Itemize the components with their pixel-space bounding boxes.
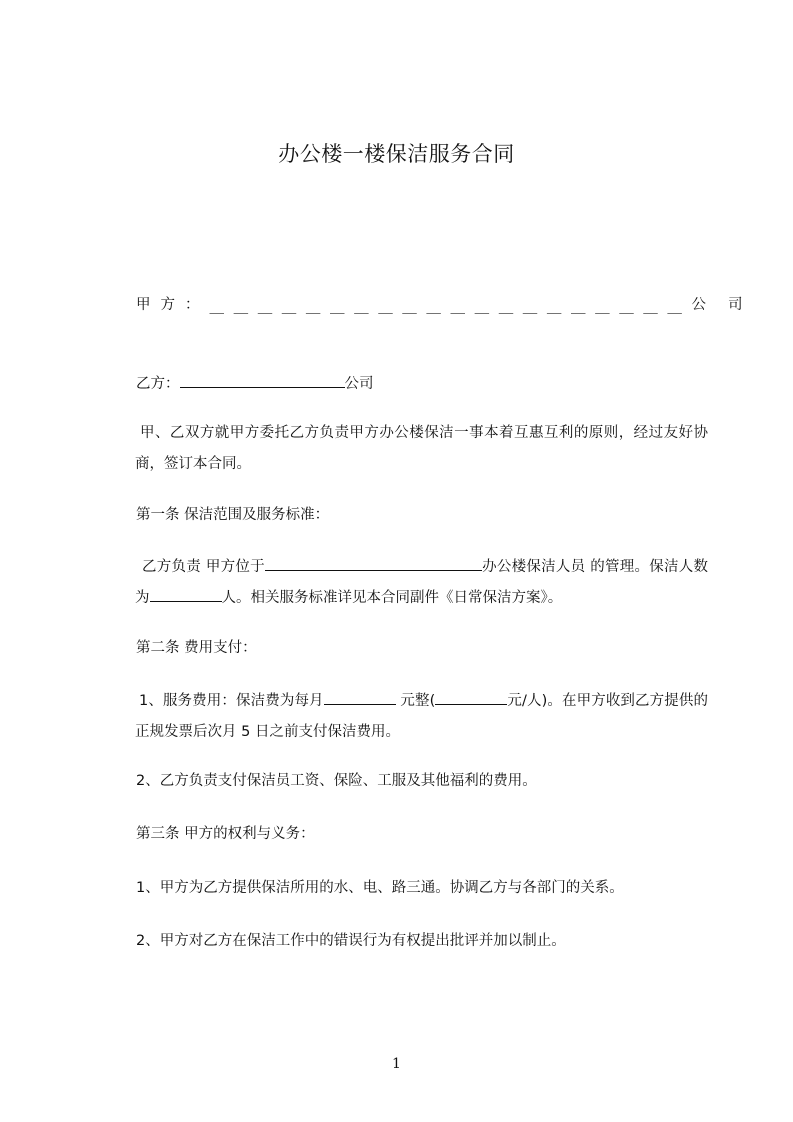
article1-text-start: 乙方负责 甲方位于 (142, 559, 265, 575)
article2-item1-end: 元/人)。在甲方收到乙方提供的正规发票后次月 5 日之前支付保洁费用。 (135, 693, 708, 740)
article2-item2: 2、乙方负责支付保洁员工资、保险、工服及其他福利的费用。 (136, 773, 537, 789)
party-b-label: 乙方： (136, 376, 180, 392)
article1-text-end: 人。相关服务标准详见本合同副件《日常保洁方案》。 (221, 590, 563, 606)
party-a-suffix: 公司 (691, 297, 765, 313)
article1-text-mid: 办公楼保洁人员 的管理。保洁人数为 (135, 559, 709, 606)
article2-item1 (135, 686, 708, 748)
party-a-label: 甲方： (136, 297, 210, 313)
party-a-blank: ＿＿＿＿＿＿＿＿＿＿＿＿＿＿＿＿＿＿＿＿ (209, 300, 692, 316)
party-b-line (136, 372, 374, 394)
article2-item1-start: 1、服务费用：保洁费为每月 (139, 693, 324, 709)
party-b-blank (180, 372, 345, 388)
document-title: 办公楼一楼保洁服务合同 (278, 142, 515, 166)
monthly-fee-blank (324, 689, 396, 705)
article1-paragraph (135, 552, 708, 614)
party-a-line (136, 292, 765, 318)
article2-item1-mid: 元整( (395, 693, 436, 709)
staff-count-blank (150, 586, 222, 602)
preamble-paragraph: 甲、乙双方就甲方委托乙方负责甲方办公楼保洁一事本着互惠互利的原则，经过友好协商，签订本合同。 (135, 425, 708, 472)
article3-item2: 2、甲方对乙方在保洁工作中的错误行为有权提出批评并加以制止。 (136, 933, 566, 949)
per-person-fee-blank (435, 689, 507, 705)
article3-item1: 1、甲方为乙方提供保洁所用的水、电、路三通。协调乙方与各部门的关系。 (136, 880, 624, 896)
article2-heading: 第二条 费用支付： (136, 640, 257, 656)
article1-heading: 第一条 保洁范围及服务标准： (136, 507, 330, 523)
article3-heading: 第三条 甲方的权利与义务： (136, 826, 315, 842)
location-blank (265, 555, 482, 571)
party-b-suffix: 公司 (344, 376, 374, 392)
page-number: 1 (392, 1056, 401, 1072)
